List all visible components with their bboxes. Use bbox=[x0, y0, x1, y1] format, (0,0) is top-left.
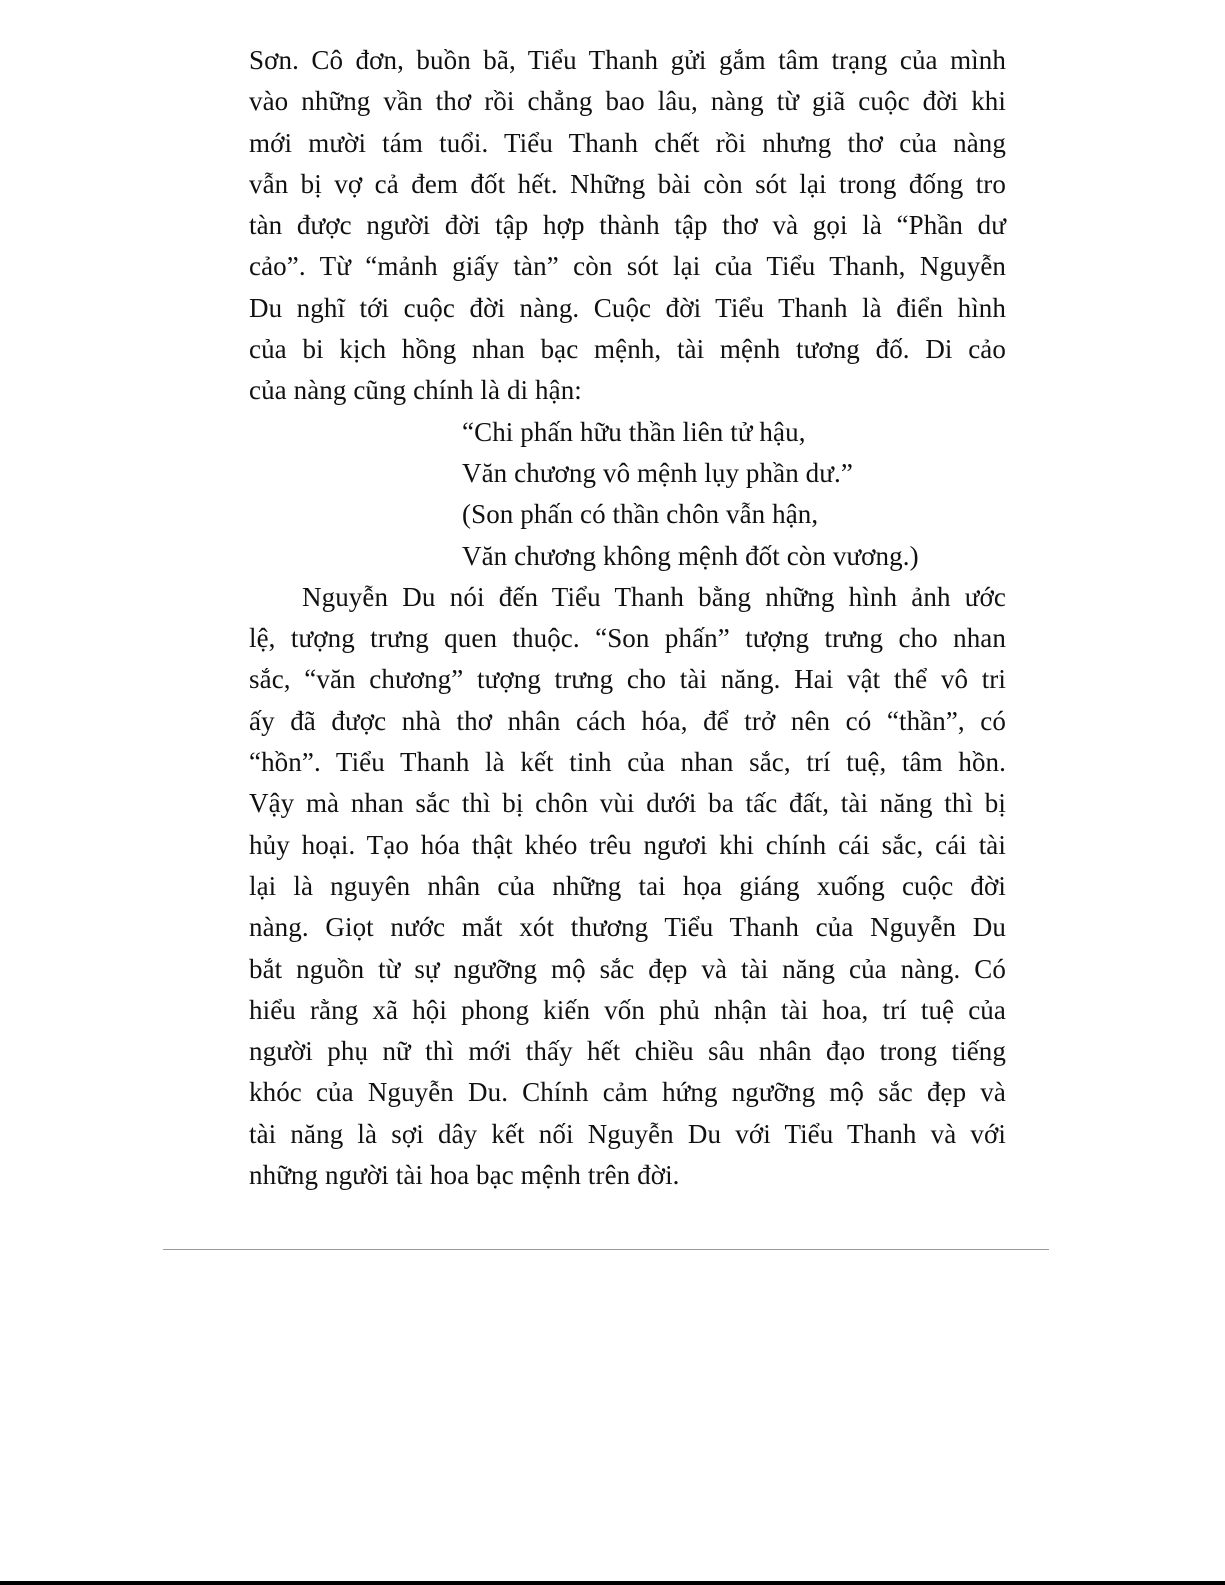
text-line: Nguyễn Du nói đến Tiểu Thanh bằng những hình ảnh ước bbox=[302, 581, 1006, 612]
text-line: những người tài hoa bạc mệnh trên đời. bbox=[249, 1160, 680, 1191]
verse-line: “Chi phấn hữu thần liên tử hậu, bbox=[462, 416, 806, 447]
verse-line: Văn chương vô mệnh lụy phần dư.” bbox=[462, 457, 853, 488]
paragraph-1 bbox=[249, 40, 1006, 412]
text-line: lệ, tượng trưng quen thuộc. “Son phấn” tượng trưng cho nhan bbox=[249, 623, 1006, 654]
text-line: vẫn bị vợ cả đem đốt hết. Những bài còn sót lại trong đống tro bbox=[249, 168, 1006, 199]
text-line: Vậy mà nhan sắc thì bị chôn vùi dưới ba tấc đất, tài năng thì bị bbox=[249, 788, 1006, 819]
verse-line: (Son phấn có thần chôn vẫn hận, bbox=[462, 499, 819, 530]
text-line: người phụ nữ thì mới thấy hết chiều sâu nhân đạo trong tiếng bbox=[249, 1036, 1006, 1067]
text-line: của bi kịch hồng nhan bạc mệnh, tài mệnh tương đố. Di cảo bbox=[249, 334, 1006, 365]
text-line: vào những vần thơ rồi chẳng bao lâu, nàng từ giã cuộc đời khi bbox=[249, 86, 1006, 117]
text-line: khóc của Nguyễn Du. Chính cảm hứng ngưỡng mộ sắc đẹp và bbox=[249, 1077, 1006, 1108]
text-line: Du nghĩ tới cuộc đời nàng. Cuộc đời Tiểu Thanh là điển hình bbox=[249, 292, 1006, 323]
text-line: bắt nguồn từ sự ngưỡng mộ sắc đẹp và tài năng của nàng. Có bbox=[249, 953, 1006, 984]
text-line: lại là nguyên nhân của những tai họa giáng xuống cuộc đời bbox=[249, 870, 1006, 901]
text-line: nàng. Giọt nước mắt xót thương Tiểu Thanh của Nguyễn Du bbox=[249, 912, 1006, 943]
text-line: hủy hoại. Tạo hóa thật khéo trêu ngươi khi chính cái sắc, cái tài bbox=[249, 829, 1006, 860]
text-line: “hồn”. Tiểu Thanh là kết tinh của nhan sắc, trí tuệ, tâm hồn. bbox=[249, 747, 1006, 778]
text-line: mới mười tám tuổi. Tiểu Thanh chết rồi nhưng thơ của nàng bbox=[249, 127, 1006, 158]
text-line: ấy đã được nhà thơ nhân cách hóa, để trở nên có “thần”, có bbox=[249, 705, 1006, 736]
verse-quote bbox=[249, 412, 1006, 577]
verse-line: Văn chương không mệnh đốt còn vương.) bbox=[462, 540, 919, 571]
text-line: hiểu rằng xã hội phong kiến vốn phủ nhận tài hoa, trí tuệ của bbox=[249, 994, 1006, 1025]
text-line: tài năng là sợi dây kết nối Nguyễn Du với Tiểu Thanh và với bbox=[249, 1118, 1006, 1149]
text-line: tàn được người đời tập hợp thành tập thơ và gọi là “Phần dư bbox=[249, 210, 1006, 241]
text-line: của nàng cũng chính là di hận: bbox=[249, 375, 582, 406]
paragraph-2 bbox=[249, 577, 1006, 1196]
text-line: cảo”. Từ “mảnh giấy tàn” còn sót lại của Tiểu Thanh, Nguyễn bbox=[249, 251, 1006, 282]
page-bottom-edge bbox=[0, 1581, 1225, 1585]
text-line: Sơn. Cô đơn, buồn bã, Tiểu Thanh gửi gắm tâm trạng của mình bbox=[249, 45, 1006, 75]
document-body bbox=[249, 40, 1006, 1196]
text-line: sắc, “văn chương” tượng trưng cho tài năng. Hai vật thể vô tri bbox=[249, 664, 1006, 695]
page-divider bbox=[163, 1249, 1049, 1250]
